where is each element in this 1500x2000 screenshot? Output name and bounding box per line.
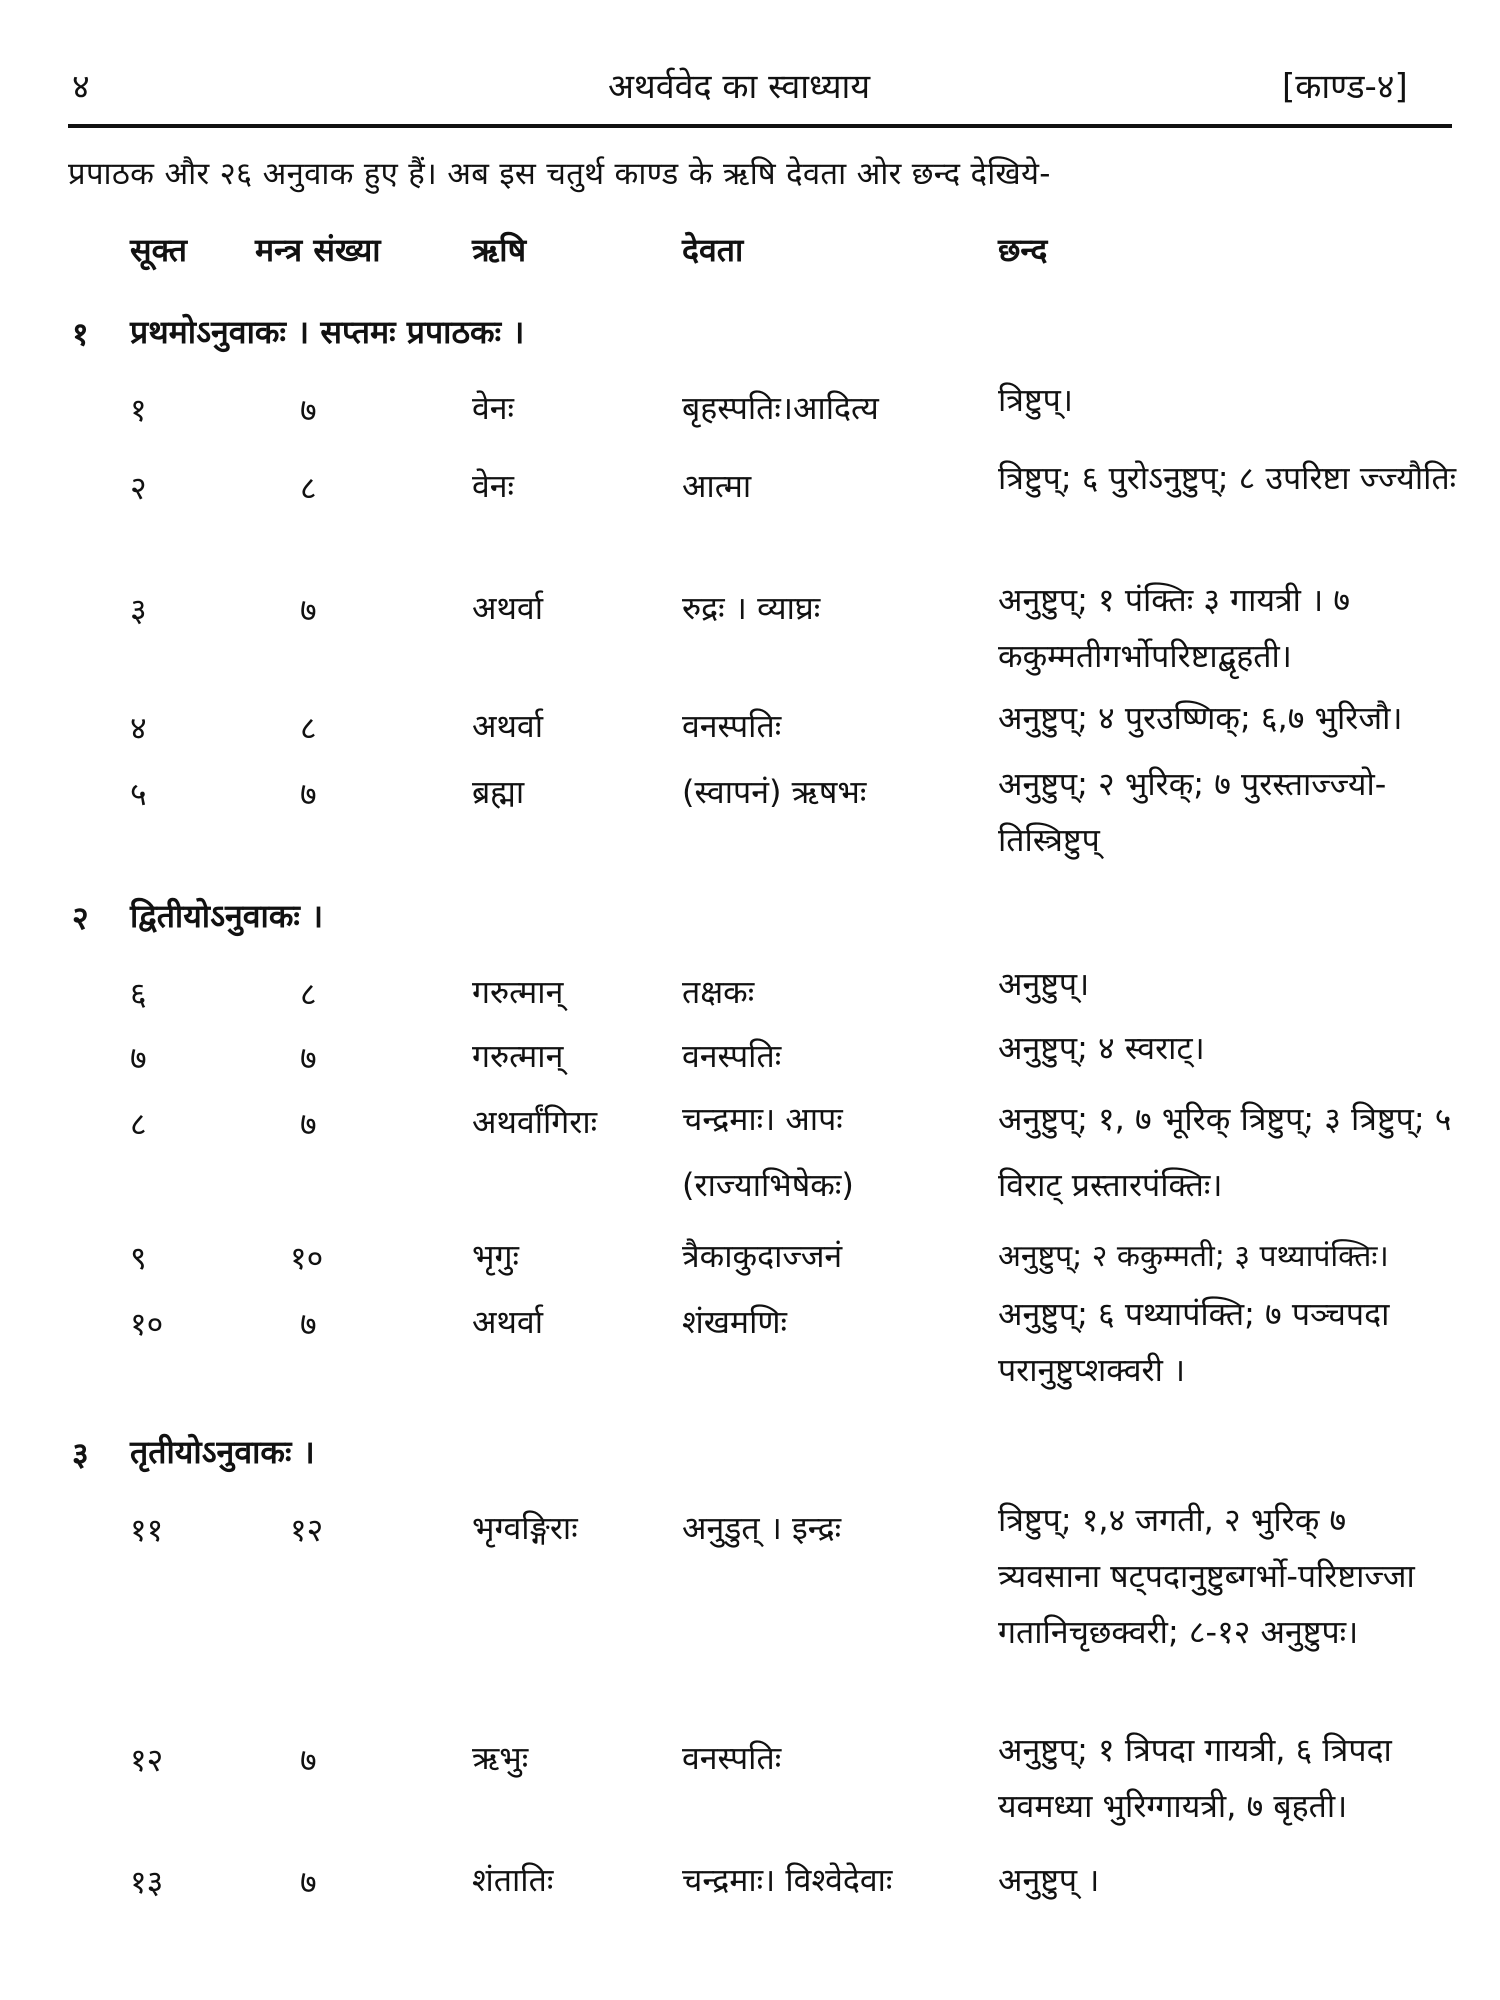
mantra-cell: ७ (300, 1105, 317, 1143)
sukta-cell: ११ (130, 1511, 164, 1549)
devata-cell: अनुडुत् । इन्द्रः (682, 1509, 842, 1547)
col-rishi: ऋषि (472, 231, 527, 269)
rishi-cell: भृगुः (472, 1237, 519, 1275)
section-title: तृतीयोऽनुवाकः । (130, 1433, 315, 1471)
devata-cell: वनस्पतिः (682, 707, 782, 745)
col-sukta: सूक्त (130, 231, 188, 269)
devata-cell: आत्मा (682, 467, 752, 505)
rishi-cell: अथर्वा (472, 1303, 543, 1341)
section-number: ३ (72, 1435, 89, 1473)
sukta-cell: २ (130, 469, 147, 507)
sukta-cell: १३ (130, 1863, 164, 1901)
sukta-cell: ४ (130, 709, 147, 747)
intro-text: प्रपाठक और २६ अनुवाक हुए हैं। अब इस चतुर्थ काण्ड के ऋषि देवता ओर छन्द देखिये- (68, 156, 1051, 192)
rishi-cell: ब्रह्मा (472, 773, 525, 811)
sukta-cell: १० (130, 1305, 164, 1343)
page-title: अथर्ववेद का स्वाध्याय (608, 67, 871, 107)
sukta-cell: १२ (130, 1741, 164, 1779)
mantra-cell: ८ (300, 469, 317, 507)
mantra-cell: ७ (300, 391, 317, 429)
sukta-cell: ८ (130, 1105, 147, 1143)
devata-cell: चन्द्रमाः। विश्वेदेवाः (682, 1861, 893, 1899)
devata-cell: वनस्पतिः (682, 1037, 782, 1075)
rishi-cell: ऋभुः (472, 1739, 529, 1777)
section-title: प्रथमोऽनुवाकः । सप्तमः प्रपाठकः । (130, 313, 525, 351)
sukta-cell: १ (130, 391, 147, 429)
chhand-cell: अनुष्टुप्; ४ पुरउष्णिक्; ६,७ भुरिजौ। (998, 699, 1403, 737)
devata-cell: (स्वापनं) ऋषभः (682, 773, 867, 811)
mantra-cell: ८ (300, 975, 317, 1013)
rishi-cell: अथर्वा (472, 707, 543, 745)
chhand-cell: त्रिष्टुप्। (998, 381, 1073, 419)
mantra-cell: ७ (300, 1741, 317, 1779)
chhand-cell: अनुष्टुप्; २ भुरिक्; ७ पुरस्ताज्ज्यो-तिस्त्रिष्टुप् (998, 765, 1387, 859)
section-number: १ (72, 315, 89, 353)
col-devata: देवता (682, 231, 744, 269)
rishi-cell: भृग्वङ्गिराः (472, 1509, 578, 1547)
section-title: द्वितीयोऽनुवाकः । (130, 897, 324, 935)
mantra-cell: ७ (300, 775, 317, 813)
chhand-cell: अनुष्टुप्; २ ककुम्मती; ३ पथ्यापंक्तिः। (998, 1239, 1389, 1274)
sukta-cell: ९ (130, 1239, 147, 1277)
rishi-cell: अथर्वा (472, 589, 543, 627)
devata-cell: त्रैकाकुदाज्जनं (682, 1237, 843, 1275)
mantra-cell: ८ (300, 709, 317, 747)
sukta-cell: ७ (130, 1039, 147, 1077)
mantra-cell: ७ (300, 591, 317, 629)
rishi-cell: वेनः (472, 467, 515, 505)
sukta-cell: ५ (130, 775, 147, 813)
devata-cell: बृहस्पतिः।आदित्य (682, 389, 879, 427)
chhand-cell: अनुष्टुप् । (998, 1861, 1100, 1899)
col-mantra: मन्त्र संख्या (255, 231, 381, 269)
rishi-cell: गरुत्मान् (472, 973, 564, 1011)
rishi-cell: वेनः (472, 389, 515, 427)
mantra-cell: १० (290, 1239, 324, 1277)
rishi-cell: गरुत्मान् (472, 1037, 564, 1075)
chhand-cell: त्रिष्टुप्; १,४ जगती, २ भुरिक् ७ त्र्यवसाना षट्पदानुष्टुब्गर्भो-परिष्टाज्जा गतानिचृछक्वरी; ८-१२ अनुष्टुपः। (998, 1501, 1415, 1651)
mantra-cell: ७ (300, 1305, 317, 1343)
chhand-cell: अनुष्टुप्; १ त्रिपदा गायत्री, ६ त्रिपदा यवमध्या भुरिग्गायत्री, ७ बृहती। (998, 1731, 1392, 1825)
chhand-cell: अनुष्टुप्; ६ पथ्यापंक्ति; ७ पञ्चपदा परानुष्टुप्शक्वरी । (998, 1295, 1390, 1389)
sukta-cell: ३ (130, 591, 147, 629)
chhand-cell: अनुष्टुप्; ४ स्वराट्। (998, 1029, 1205, 1067)
devata-cell: तक्षकः (682, 973, 755, 1011)
kanda-label: [काण्ड-४] (1282, 67, 1408, 107)
col-chhand: छन्द (998, 231, 1048, 269)
devata-cell: वनस्पतिः (682, 1739, 782, 1777)
chhand-cell: अनुष्टुप्; १ पंक्तिः ३ गायत्री । ७ ककुम्मतीगर्भोपरिष्टाद्बृहती। (998, 581, 1351, 675)
page-number: ४ (72, 67, 90, 107)
chhand-cell: त्रिष्टुप्; ६ पुरोऽनुष्टुप्; ८ उपरिष्टा ज्ज्यौतिः (998, 459, 1457, 497)
rishi-cell: शंतातिः (472, 1861, 554, 1899)
chhand-cell: अनुष्टुप्; १, ७ भूरिक् त्रिष्टुप्; ३ त्रिष्टुप्; ५ विराट् प्रस्तारपंक्तिः। (998, 1100, 1452, 1204)
mantra-cell: ७ (300, 1863, 317, 1901)
rishi-cell: अथर्वांगिराः (472, 1103, 598, 1141)
header-rule (68, 124, 1452, 128)
chhand-cell: अनुष्टुप्। (998, 965, 1090, 1003)
mantra-cell: ७ (300, 1039, 317, 1077)
devata-cell: चन्द्रमाः। आपः (राज्याभिषेकः) (682, 1100, 854, 1204)
sukta-cell: ६ (130, 975, 147, 1013)
section-number: २ (72, 899, 89, 937)
devata-cell: रुद्रः । व्याघ्रः (682, 589, 821, 627)
mantra-cell: १२ (290, 1511, 324, 1549)
devata-cell: शंखमणिः (682, 1303, 787, 1341)
